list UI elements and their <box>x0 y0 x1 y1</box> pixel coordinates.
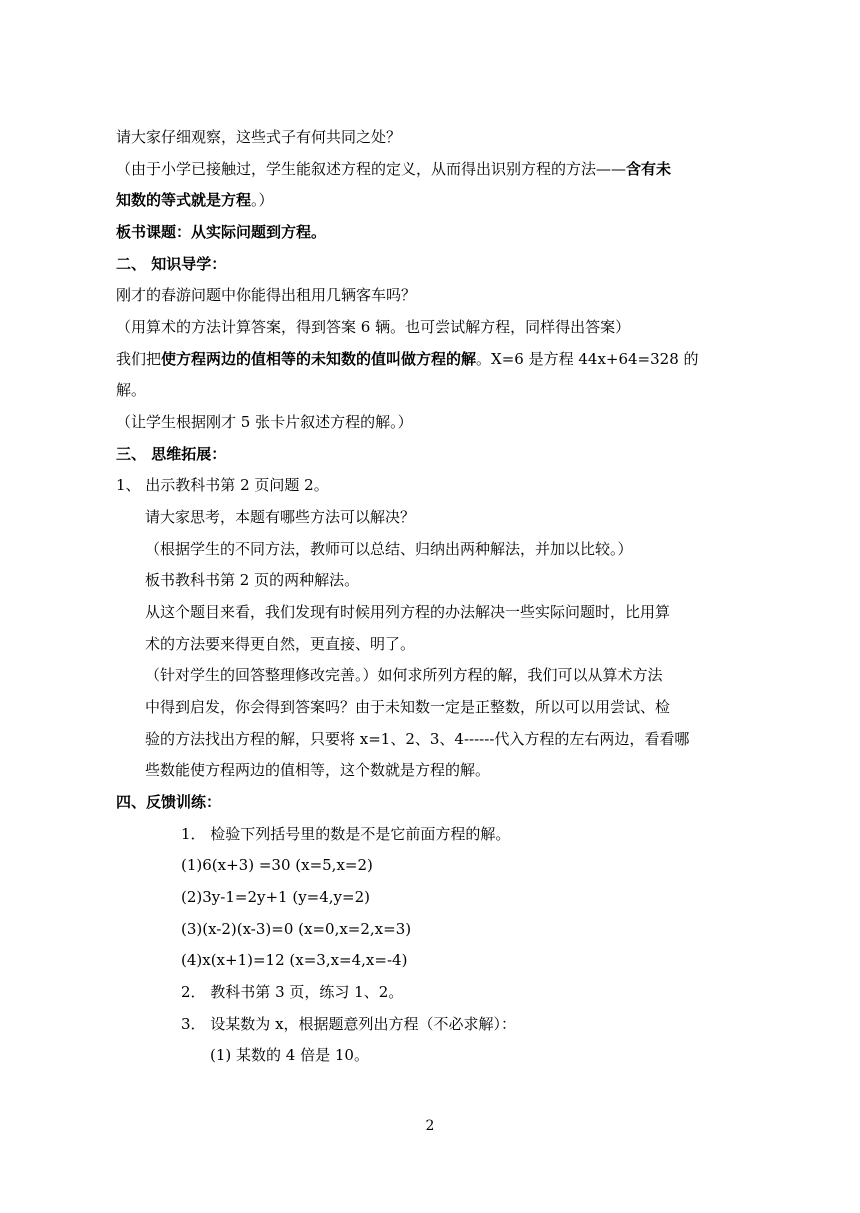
exercise-item: (1) 某数的 4 倍是 10。 <box>210 1046 369 1064</box>
text-line: 刚才的春游问题中你能得出租用几辆客车吗？ <box>116 286 417 304</box>
section-heading: 三、 思维拓展： <box>116 445 227 463</box>
page-number: 2 <box>425 1118 435 1134</box>
equation-item: (1)6(x+3) =30 (x=5,x=2) <box>181 856 373 874</box>
equation-item: (4)x(x+1)=12 (x=3,x=4,x=-4) <box>181 951 408 969</box>
text-line: （由于小学已接触过，学生能叙述方程的定义，从而得出识别方程的方法——含有未 <box>116 160 672 178</box>
exercise-item: 1． 检验下列括号里的数是不是它前面方程的解。 <box>181 825 511 843</box>
text-line: （用算术的方法计算答案，得到答案 6 辆。也可尝试解方程，同样得出答案） <box>116 318 631 336</box>
text-line: 从这个题目来看，我们发现有时候用列方程的办法解决一些实际问题时，比用算 <box>145 603 671 621</box>
text-line: 请大家思考，本题有哪些方法可以解决？ <box>145 508 416 526</box>
section-heading: 板书课题：从实际问题到方程。 <box>116 223 327 241</box>
text-line: 请大家仔细观察，这些式子有何共同之处？ <box>116 128 402 146</box>
text-line: 验的方法找出方程的解，只要将 x=1、2、3、4------代入方程的左右两边，看看哪 <box>145 730 690 748</box>
text-line: 解。 <box>116 381 147 399</box>
text-line: 中得到启发，你会得到答案吗？由于未知数一定是正整数，所以可以用尝试、检 <box>145 698 671 716</box>
text-line: 知数的等式就是方程。） <box>116 191 274 209</box>
text-line: （根据学生的不同方法，教师可以总结、归纳出两种解法，并加以比较。） <box>145 540 633 558</box>
text-line: 些数能使方程两边的值相等，这个数就是方程的解。 <box>145 761 491 779</box>
text-line: 我们把使方程两边的值相等的未知数的值叫做方程的解。X=6 是方程 44x+64=328 的 <box>116 350 699 368</box>
exercise-item: 2． 教科书第 3 页，练习 1、2。 <box>181 983 404 1001</box>
text-line: （让学生根据刚才 5 张卡片叙述方程的解。） <box>116 413 413 431</box>
text-line: （针对学生的回答整理修改完善。）如何求所列方程的解，我们可以从算术方法 <box>145 666 663 684</box>
equation-item: (3)(x-2)(x-3)=0 (x=0,x=2,x=3) <box>181 920 412 938</box>
text-line: 1、 出示教科书第 2 页问题 2。 <box>116 476 329 494</box>
section-heading: 二、 知识导学： <box>116 255 227 273</box>
equation-item: (2)3y-1=2y+1 (y=4,y=2) <box>181 888 370 906</box>
section-heading: 四、反馈训练： <box>116 793 222 811</box>
text-line: 板书教科书第 2 页的两种解法。 <box>145 571 360 589</box>
text-line: 术的方法要来得更自然，更直接、明了。 <box>145 635 416 653</box>
exercise-item: 3． 设某数为 x，根据题意列出方程（不必求解）： <box>181 1015 517 1033</box>
